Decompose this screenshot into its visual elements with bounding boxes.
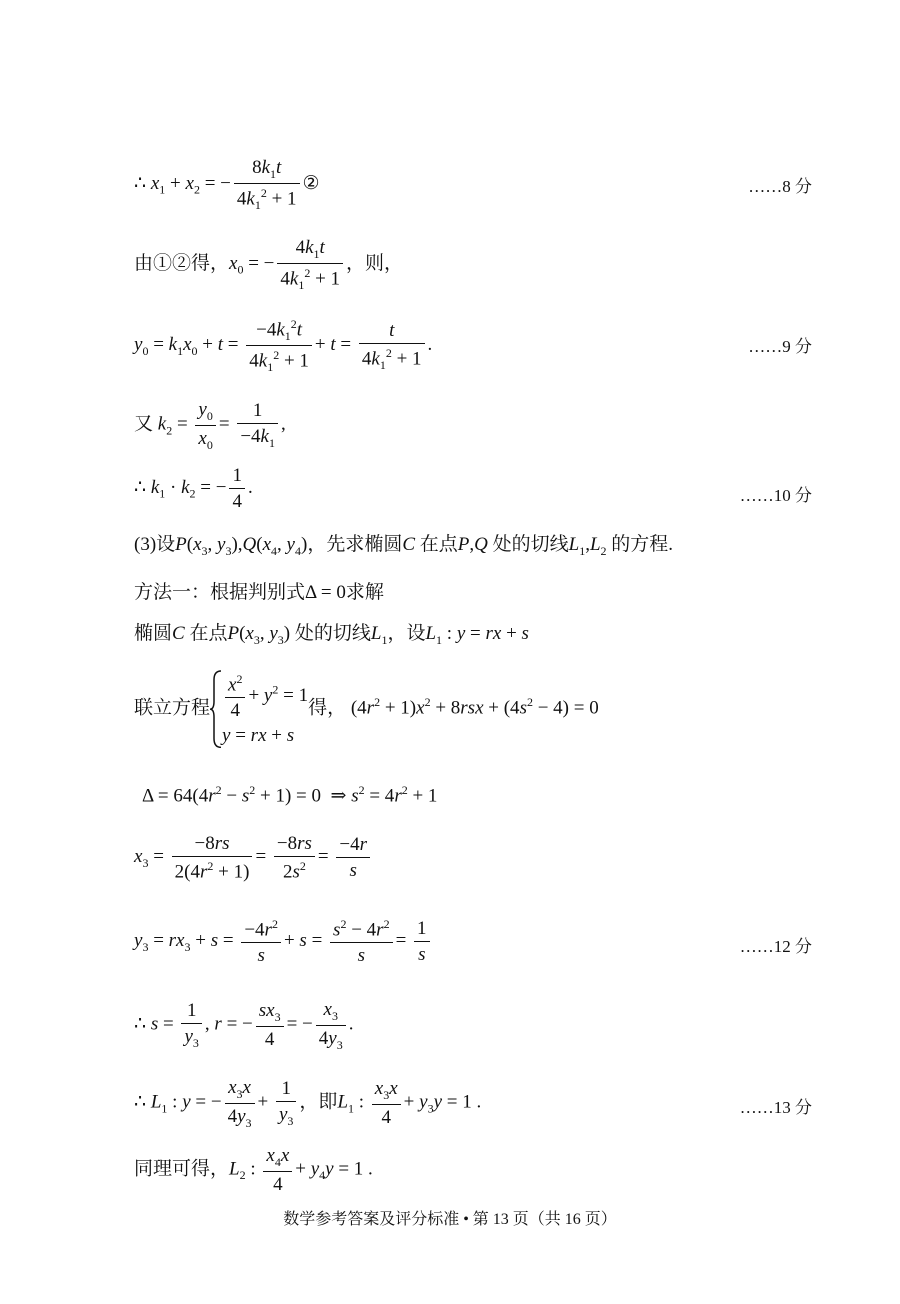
circled-two: ② — [302, 172, 320, 194]
page-footer: 数学参考答案及评分标准 • 第 13 页（共 16 页） — [283, 1211, 617, 1228]
tangent-setup: 椭圆C 在点$P(x_3$, $y_3$) 处的切线$L_1$，设$L_1$ : y = rx + s — [134, 623, 529, 647]
equation-x3: $x_3$ = $\frac{-8rs}{2(4r^2 + 1)}$ = $\frac{-8rs}{2s^2}$ = $\frac{-4r}{s}$ — [134, 834, 373, 881]
equation-k1k2: ∴ $k_1 \cdot k_2$ = − $\frac{1}{4}$ . — [134, 465, 253, 512]
score-8: ……8 分 — [748, 177, 812, 196]
equation-y0: $y_0 = k_1x_0 + t$ = $\frac{-4k_1^2t}{4k_1^2 + 1}$ + t = $\frac{t}{4k_1^2 + 1}$ . — [134, 317, 433, 375]
equation-s-r: ∴ s = $\frac{1}{y_3}$ , r = − $\frac{sx_3}{4}$ = − $\frac{x_3}{4y_3}$ . — [134, 999, 354, 1052]
equation-k2: 又 $k_2$ = $\frac{y_0}{x_0}$ = $\frac{1}{-4k_1}$ , — [134, 399, 286, 452]
equation-system: $\frac{x^2}{4}$ + $y^2 = 1$ y = rx + s — [210, 670, 308, 748]
brace-icon — [210, 670, 222, 748]
equation-L2: 同理可得，$L_2$ : $\frac{x_4x}{4}$ + $y_4y = 1$ . — [134, 1145, 373, 1195]
score-12: ……12 分 — [739, 937, 812, 956]
score-9: ……9 分 — [748, 337, 812, 356]
equation-sum-x: ∴ $x_1 + x_2$ = − $\frac{8k_1t}{4k_1^2 + 1}$ ② — [134, 157, 320, 212]
equation-x0: 由①②得，$x_0$ = − $\frac{4k_1t}{4k_1^2 + 1}$ ，则， — [134, 237, 404, 292]
part3-intro: (3)设$P(x_3$, $y_3),Q(x_4$, $y_4$)，先求椭圆C 在点P,Q 处的切线$L_1,L_2$ 的方程. — [134, 534, 674, 558]
equation-y3: $y_3 = rx_3 + s$ = $\frac{-4r^2}{s}$ + s = $\frac{s^2 - 4r^2}{s}$ = $\frac{1}{s}$ — [134, 918, 433, 965]
equation-L1: ∴ $L_1$ : y = − $\frac{x_3x}{4y_3}$ + $\frac{1}{y_3}$ ，即$L_1$ : $\frac{x_3x}{4}$ + $y_3y = 1$ . — [134, 1077, 482, 1130]
discriminant: $\Delta = 64(4r^2 - s^2 + 1) = 0$ ⇒ $s^2 = 4r^2 + 1$ — [142, 783, 438, 807]
score-10: ……10 分 — [739, 486, 812, 505]
method-one: 方法一：根据判别式Δ = 0求解 — [134, 582, 384, 603]
system-equation: 联立方程 $\frac{x^2}{4}$ + $y^2 = 1$ y = rx + s 得， $(4r^2 + 1)x^2 + 8rsx + (4s^2 - 4) = 0$ — [134, 672, 599, 747]
score-13: ……13 分 — [739, 1098, 812, 1117]
